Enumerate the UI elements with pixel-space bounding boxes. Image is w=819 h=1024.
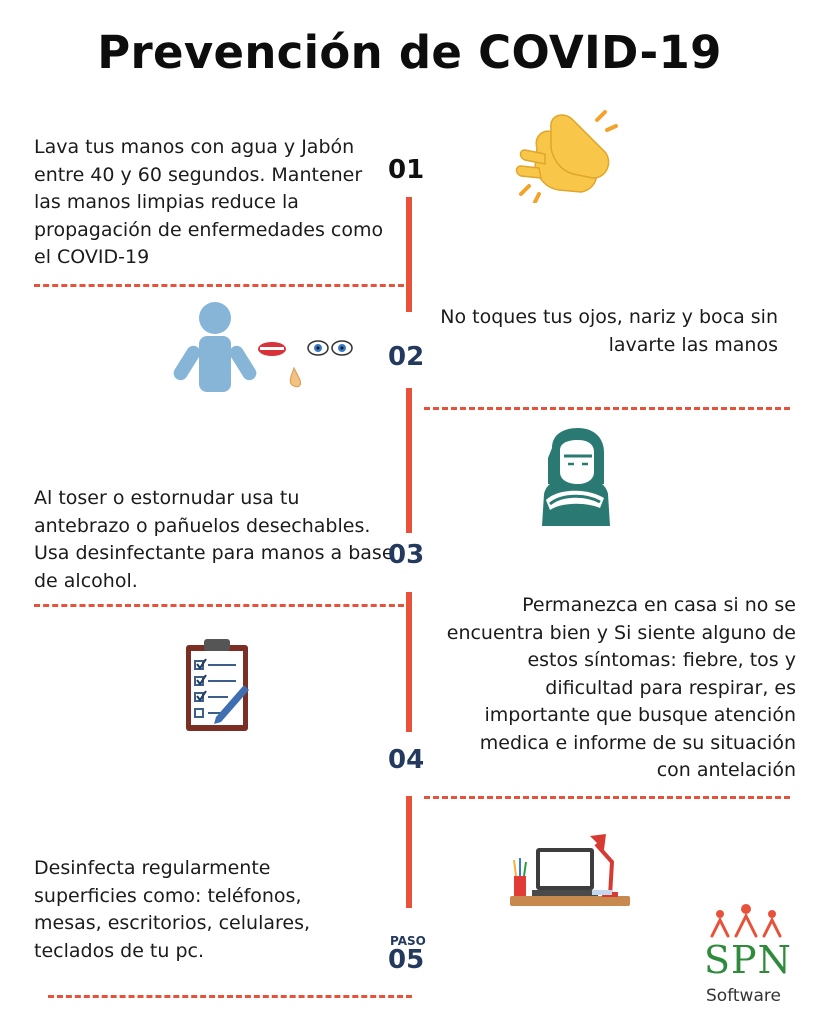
timeline-segment-1 (406, 197, 412, 312)
logo-people-icon (706, 902, 786, 942)
step-2-number: 02 (388, 342, 425, 372)
separator-4 (424, 796, 790, 799)
clipboard-icon (184, 637, 250, 733)
step-5-text: Desinfecta regularmente superficies como: teléfonos, mesas, escritorios, celulares, teclados de tu pc. (34, 857, 311, 962)
timeline-segment-4 (406, 796, 412, 908)
sneeze-icon (538, 428, 614, 526)
step-1-text: Lava tus manos con agua y Jabón entre 40 y 60 segundos. Mantener las manos limpias reduce la propagación de enfermedades como el COVID-19 (34, 136, 384, 268)
person-face-icon (170, 302, 360, 394)
separator-3 (34, 604, 404, 607)
separator-1 (34, 284, 404, 287)
step-4-text: Permanezca en casa si no se encuentra bien y Si siente alguno de estos síntomas: fiebre, tos y dificultad para respirar, es importante que busque atención medica e informe de su situación con antelación (446, 594, 796, 781)
timeline-segment-3 (406, 592, 412, 732)
page-title: Prevención de COVID-19 (97, 26, 722, 79)
step-2-text: No toques tus ojos, nariz y boca sin lavarte las manos (440, 306, 778, 356)
step-1-number: 01 (388, 155, 425, 185)
logo-subtitle: Software (706, 986, 781, 1006)
separator-5 (48, 995, 412, 998)
step-5-number: 05 (388, 945, 425, 975)
logo-name: SPN (704, 938, 792, 982)
step-3-text: Al toser o estornudar usa tu antebrazo o pañuelos desechables. Usa desinfectante para manos a base de alcohol. (34, 487, 394, 592)
clapping-hands-icon (515, 108, 620, 203)
spn-logo (700, 902, 796, 1012)
separator-2 (424, 407, 790, 410)
step-5-label: PASO (390, 934, 426, 948)
step-4-number: 04 (388, 745, 425, 775)
step-3-number: 03 (388, 540, 425, 570)
desk-computer-icon (506, 832, 632, 910)
timeline-segment-2 (406, 388, 412, 533)
